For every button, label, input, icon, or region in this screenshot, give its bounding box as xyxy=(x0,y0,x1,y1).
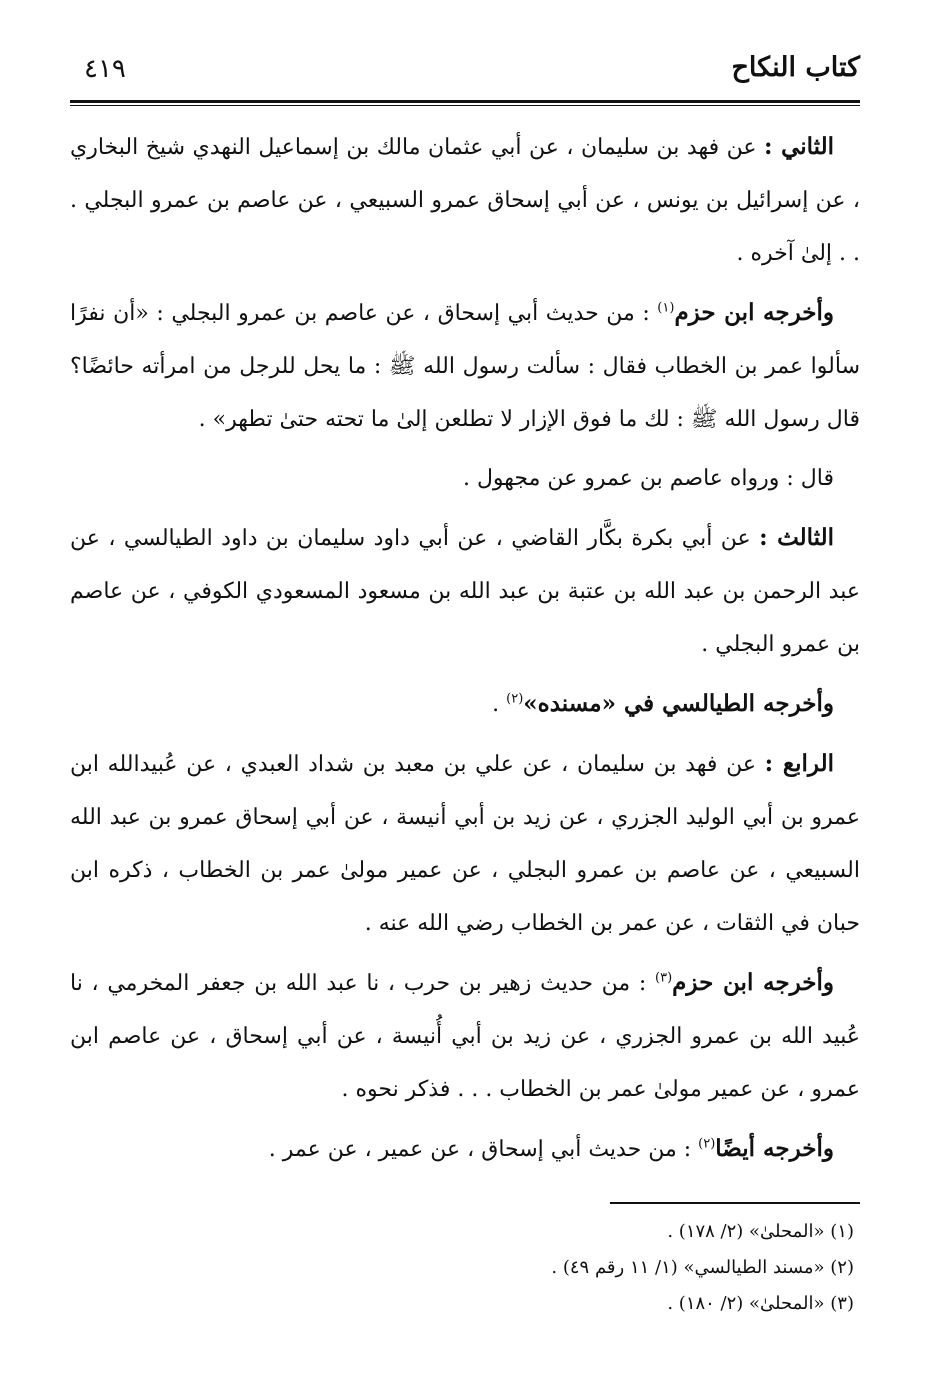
paragraph-lead: وأخرجه أيضًا xyxy=(715,1135,834,1162)
paragraph-lead: الثالث : xyxy=(759,524,835,551)
paragraph-text: عن فهد بن سليمان ، عن علي بن معبد بن شداد العبدي ، عن عُبيدالله ابن عمرو بن أبي الوليد الجزري ، عن زيد بن أبي أنيسة ، عن أبي إسحاق عمرو بن عبد الله السبيعي ، عن عاصم بن عمرو البجلي ، عن عمير مولىٰ عمر بن الخطاب ، ذكره ابن حبان في الثقات ، عن عمر بن الخطاب رضي الله عنه . xyxy=(70,752,860,936)
footnote-2: (٢) «مسند الطيالسي» (١/ ١١ رقم ٤٩) . xyxy=(551,1256,854,1278)
footnote-3: (٣) «المحلىٰ» (٢/ ١٨٠) . xyxy=(667,1292,854,1314)
body-text xyxy=(70,120,860,1176)
paragraph-text: . xyxy=(492,692,507,717)
paragraph-text: : من حديث زهير بن حرب ، نا عبد الله بن جعفر المخرمي ، نا عُبيد الله بن عمرو الجزري ، عن زيد بن أبي أُنيسة ، عن أبي إسحاق ، عن عاصم ابن عمرو ، عن عمير مولىٰ عمر بن الخطاب . . . فذكر نحوه . xyxy=(70,971,860,1102)
paragraph-text: : من حديث أبي إسحاق ، عن عمير ، عن عمر . xyxy=(268,1137,699,1162)
paragraph-text: : من حديث أبي إسحاق ، عن عاصم بن عمرو البجلي : «أن نفرًا سألوا عمر بن الخطاب فقال : سألت رسول الله ﷺ : ما يحل للرجل من امرأته حائضًا؟ قال رسول الله ﷺ : لك ما فوق الإزار لا تطلعن إلىٰ ما تحته حتىٰ تطهر» . xyxy=(70,301,860,432)
footnote-separator xyxy=(610,1202,860,1204)
paragraph-lead: وأخرجه الطيالسي في «مسنده» xyxy=(523,690,834,717)
paragraph-text: عن أبي بكرة بكَّار القاضي ، عن أبي داود سليمان بن داود الطيالسي ، عن عبد الرحمن بن عبد الله بن عتبة بن عبد الله بن مسعود المسعودي الكوفي ، عن عاصم بن عمرو البجلي . xyxy=(70,526,860,657)
footnotes xyxy=(70,1202,860,1322)
page-number: ٤١٩ xyxy=(84,54,126,84)
paragraph-lead: وأخرجه ابن حزم xyxy=(672,969,834,996)
paragraph-8 xyxy=(70,1122,860,1176)
paragraph-text: قال : ورواه عاصم بن عمرو عن مجهول . xyxy=(462,466,834,491)
paragraph-lead: وأخرجه ابن حزم xyxy=(674,299,834,326)
page-header xyxy=(70,48,860,100)
header-rule-thin xyxy=(70,105,860,106)
paragraph-7 xyxy=(70,956,860,1116)
document-page xyxy=(70,48,860,1322)
footnote-1: (١) «المحلىٰ» (٢/ ١٧٨) . xyxy=(667,1220,854,1242)
paragraph-1 xyxy=(70,120,860,280)
paragraph-text: عن فهد بن سليمان ، عن أبي عثمان مالك بن إسماعيل النهدي شيخ البخاري ، عن إسرائيل بن يونس ، عن أبي إسحاق عمرو السبيعي ، عن عاصم بن عمرو البجلي . . . إلىٰ آخره . xyxy=(70,135,860,266)
chapter-title: كتاب النكاح xyxy=(731,52,860,83)
paragraph-6 xyxy=(70,737,860,950)
footnote-ref: (٢) xyxy=(698,1136,716,1152)
footnote-ref: (١) xyxy=(657,300,675,316)
header-rule xyxy=(70,100,860,103)
paragraph-lead: الرابع : xyxy=(764,750,834,777)
paragraph-4 xyxy=(70,511,860,671)
paragraph-lead: الثاني : xyxy=(764,133,834,160)
paragraph-5 xyxy=(70,677,860,731)
paragraph-3 xyxy=(70,452,860,505)
footnote-ref: (٣) xyxy=(655,970,673,986)
paragraph-2 xyxy=(70,286,860,446)
footnote-ref: (٢) xyxy=(506,691,524,707)
